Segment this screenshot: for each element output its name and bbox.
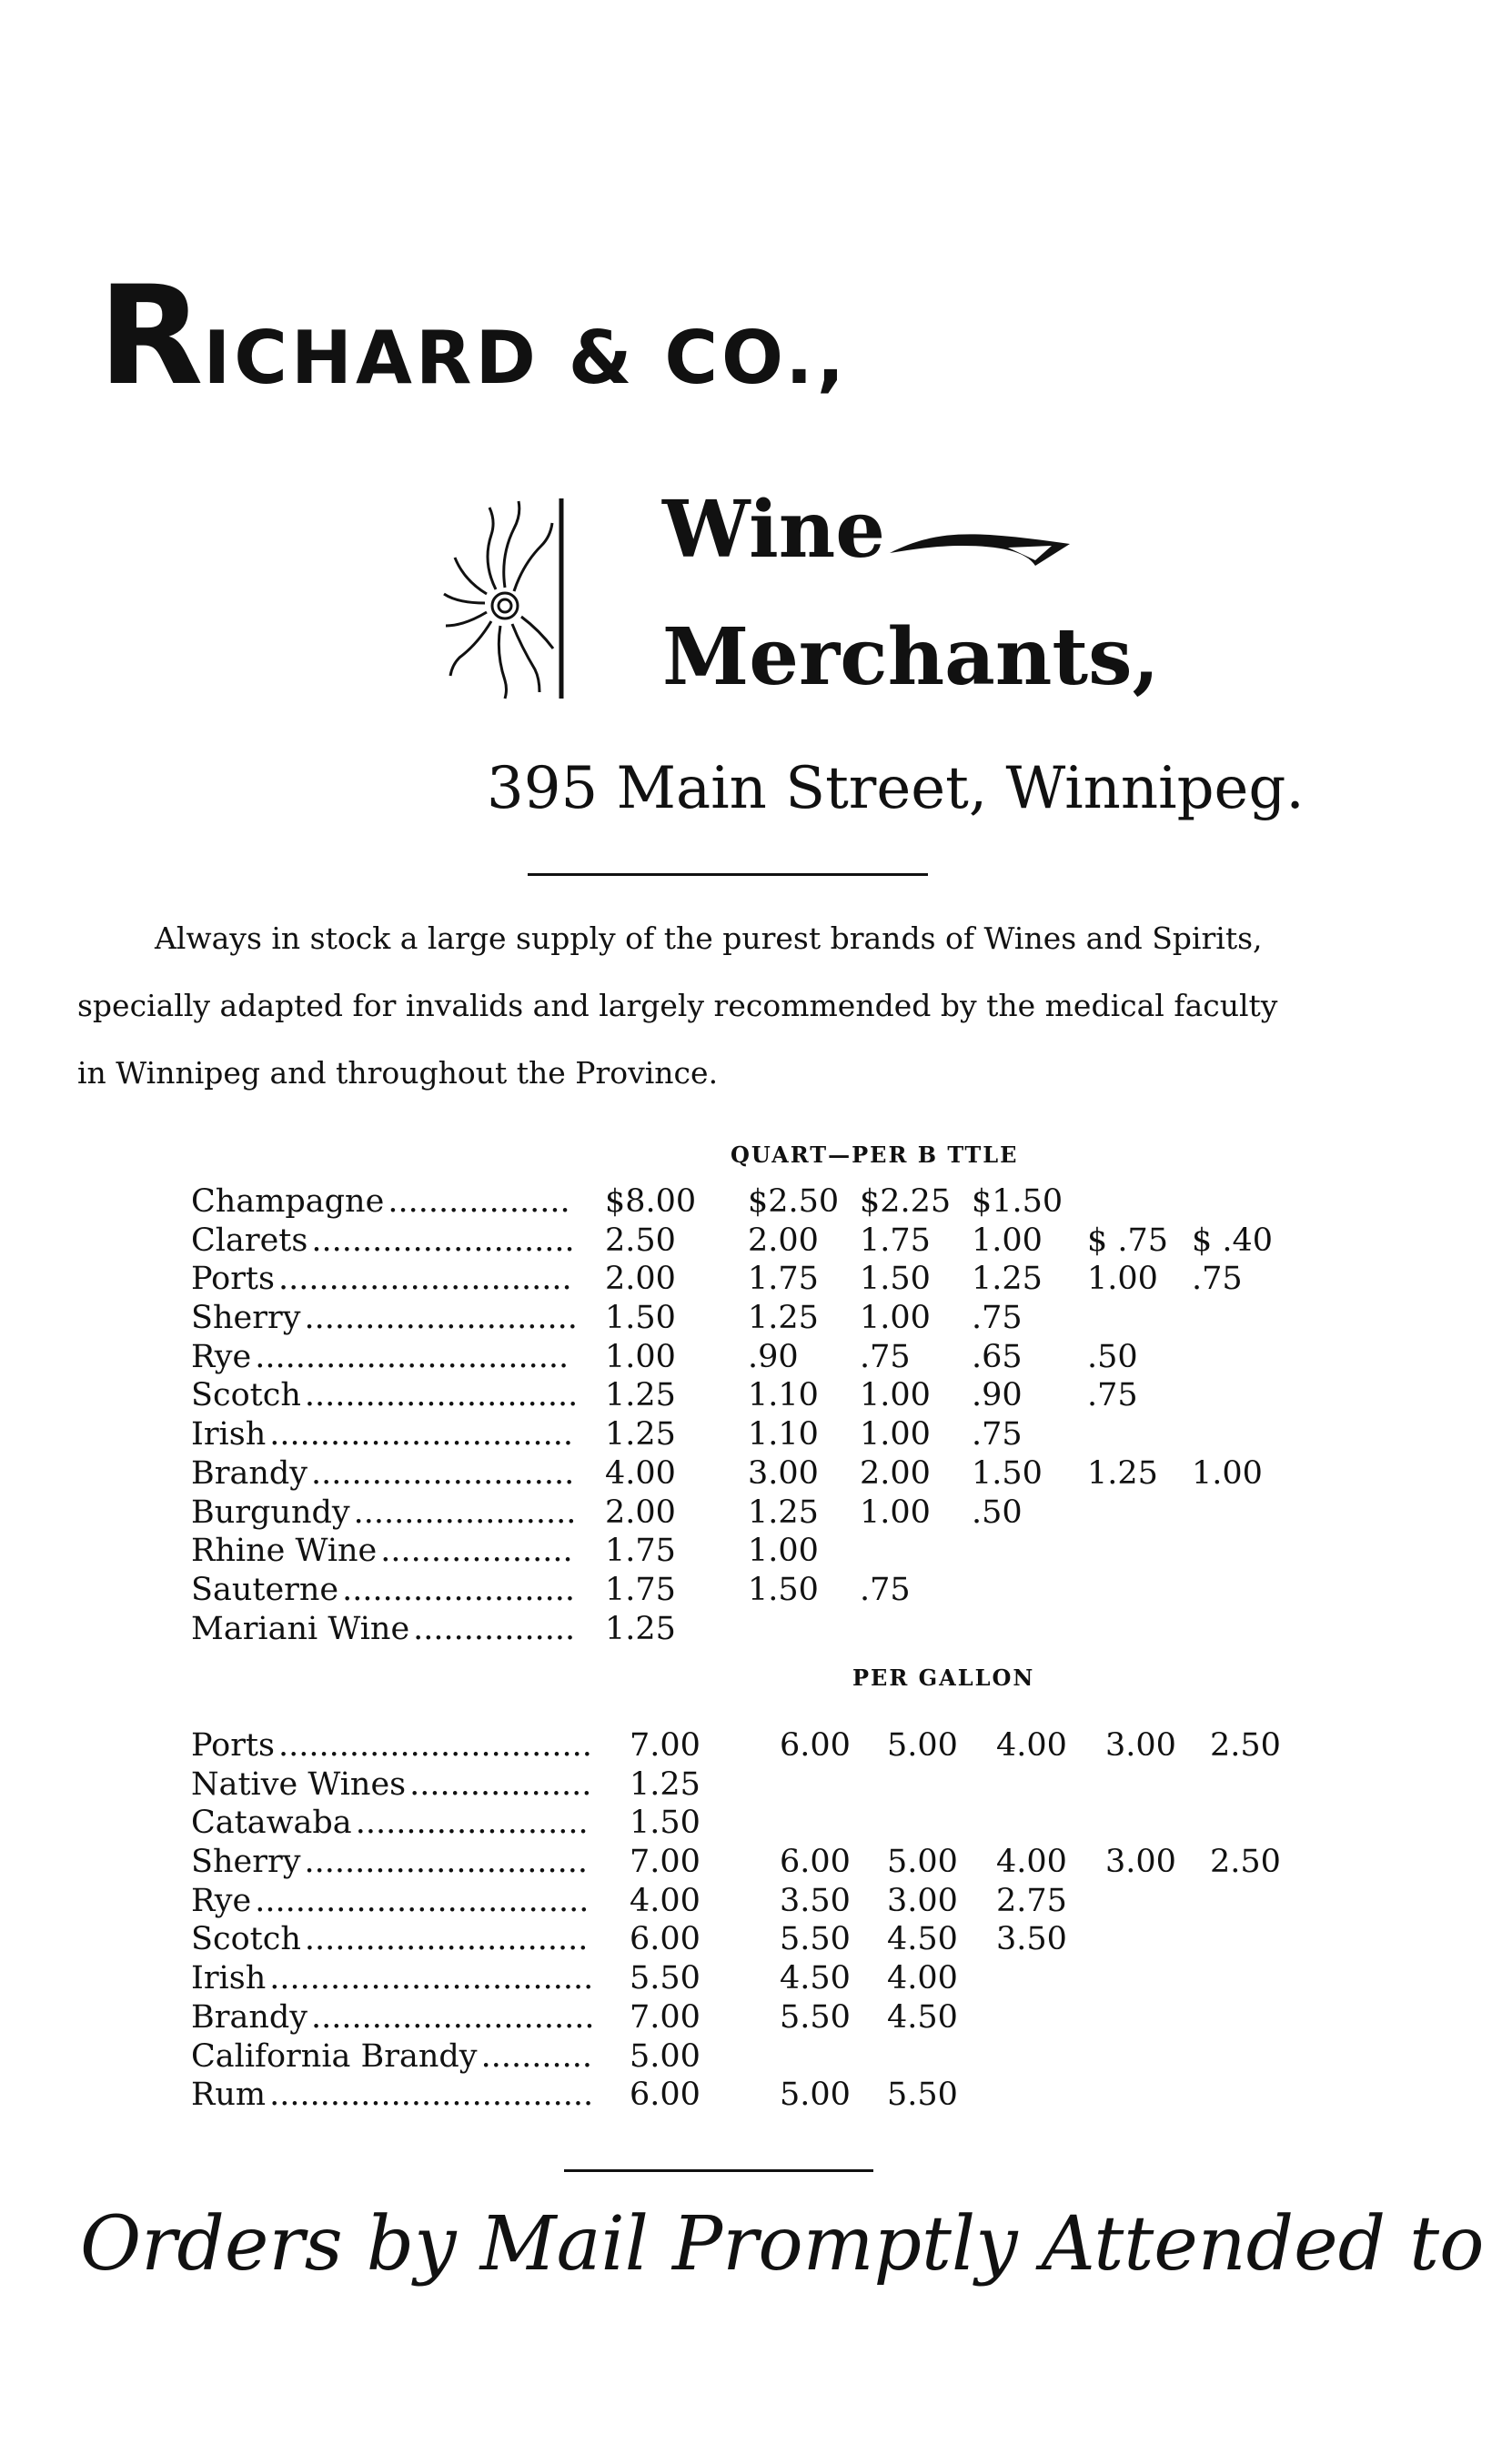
item-name: Mariani Wine [191, 1610, 410, 1647]
price-cell: 1.50 [605, 1300, 676, 1337]
item-name: Sherry [191, 1300, 301, 1337]
item-name: Sherry [191, 1844, 301, 1881]
price-cell: 1.25 [605, 1610, 676, 1647]
price-cell: 1.00 [748, 1533, 819, 1570]
price-cell: 7.00 [630, 1844, 701, 1881]
sunburst-emblem [441, 480, 569, 703]
price-cell: 1.50 [860, 1261, 931, 1298]
price-cell: 1.00 [1192, 1454, 1263, 1492]
price-cell: $ .75 [1087, 1222, 1169, 1259]
price-cell: 7.00 [630, 1998, 701, 2036]
price-cell: 1.00 [860, 1300, 931, 1337]
dot-leader: ........... [480, 2037, 592, 2075]
price-cell: 2.00 [605, 1261, 676, 1298]
dot-leader: ........................... [304, 1300, 578, 1337]
dot-leader: ...................... [353, 1493, 577, 1531]
intro-line: Always in stock a large supply of the purest brands of Wines and Spirits, [155, 920, 1263, 956]
price-cell: 2.00 [748, 1222, 819, 1259]
price-cell: 1.25 [748, 1300, 819, 1337]
price-cell: 4.00 [887, 1960, 958, 1997]
dot-leader: ............................ [311, 1998, 595, 2036]
item-name: Brandy [191, 1998, 308, 2036]
item-name: Irish [191, 1960, 267, 1997]
price-cell: 2.50 [1210, 1727, 1281, 1764]
price-cell: 4.50 [887, 1998, 958, 2036]
item-name: Rum [191, 2077, 267, 2114]
price-cell: 1.00 [860, 1493, 931, 1531]
price-cell: 1.25 [972, 1261, 1043, 1298]
price-cell: 4.00 [630, 1882, 701, 1919]
dot-leader: ....................... [355, 1805, 589, 1842]
price-cell: 3.00 [1105, 1844, 1176, 1881]
price-cell: 6.00 [630, 2077, 701, 2114]
dot-leader: ............................... [277, 1727, 592, 1764]
price-cell: 3.00 [887, 1882, 958, 1919]
dot-leader: ................................ [269, 1960, 594, 1997]
price-cell: 5.50 [780, 1921, 851, 1958]
price-cell: .75 [860, 1338, 911, 1375]
flourish-ornament [890, 526, 1072, 571]
price-cell: 1.50 [972, 1454, 1043, 1492]
price-cell: 2.50 [605, 1222, 676, 1259]
intro-line: in Winnipeg and throughout the Province. [77, 1055, 719, 1091]
intro-line: specially adapted for invalids and largely recommended by the medical faculty [77, 988, 1278, 1023]
dot-leader: ............................ [304, 1844, 588, 1881]
item-name: Champagne [191, 1183, 385, 1220]
price-cell: 2.75 [996, 1882, 1067, 1919]
divider-rule-top [528, 873, 928, 876]
price-cell: 6.00 [780, 1727, 851, 1764]
price-cell: .50 [972, 1493, 1023, 1531]
price-cell: 4.50 [780, 1960, 851, 1997]
dot-leader: ................................. [255, 1882, 590, 1919]
price-cell: 5.00 [630, 2037, 701, 2075]
dot-leader: .................. [388, 1183, 570, 1220]
price-cell: 5.00 [780, 2077, 851, 2114]
dot-leader: ................... [380, 1533, 573, 1570]
price-cell: 1.00 [972, 1222, 1043, 1259]
item-name: Rye [191, 1338, 252, 1375]
price-cell: $1.50 [972, 1183, 1063, 1220]
firm-name-rest: ICHARD & CO., [203, 316, 849, 400]
price-cell: 2.00 [605, 1493, 676, 1531]
item-name: Sauterne [191, 1571, 339, 1608]
price-cell: 1.25 [605, 1416, 676, 1453]
price-cell: .90 [748, 1338, 799, 1375]
price-cell: 6.00 [630, 1921, 701, 1958]
price-cell: 3.00 [1105, 1727, 1176, 1764]
item-name: California Brandy [191, 2037, 478, 2075]
dot-leader: ............................... [255, 1338, 570, 1375]
price-cell: 5.50 [630, 1960, 701, 1997]
item-name: Brandy [191, 1454, 308, 1492]
item-name: Scotch [191, 1921, 301, 1958]
dot-leader: .................. [409, 1765, 592, 1803]
price-cell: 5.50 [887, 2077, 958, 2114]
item-name: Native Wines [191, 1765, 407, 1803]
dot-leader: ............................. [277, 1261, 572, 1298]
dot-leader: ........................... [304, 1377, 579, 1414]
price-cell: 5.00 [887, 1727, 958, 1764]
price-cell: .75 [1087, 1377, 1138, 1414]
price-cell: .75 [860, 1571, 911, 1608]
price-cell: $8.00 [605, 1183, 697, 1220]
dot-leader: .............................. [269, 1416, 574, 1453]
price-cell: 1.00 [605, 1338, 676, 1375]
price-cell: 6.00 [780, 1844, 851, 1881]
price-cell: 1.25 [748, 1493, 819, 1531]
item-name: Catawaba [191, 1805, 352, 1842]
quart-heading: QUART—PER B TTLE [731, 1141, 1019, 1168]
price-cell: 2.50 [1210, 1844, 1281, 1881]
price-cell: 1.75 [605, 1533, 676, 1570]
dot-leader: ................ [413, 1610, 576, 1647]
price-cell: .75 [972, 1300, 1023, 1337]
price-cell: 1.75 [748, 1261, 819, 1298]
item-name: Rye [191, 1882, 252, 1919]
price-cell: 4.00 [605, 1454, 676, 1492]
price-cell: $2.25 [860, 1183, 952, 1220]
price-cell: .90 [972, 1377, 1023, 1414]
item-name: Ports [191, 1261, 275, 1298]
price-cell: 1.00 [860, 1377, 931, 1414]
price-cell: .50 [1087, 1338, 1138, 1375]
gallon-heading: PER GALLON [852, 1664, 1035, 1691]
price-cell: 5.00 [887, 1844, 958, 1881]
divider-rule-bottom [564, 2169, 873, 2172]
price-cell: 1.10 [748, 1377, 819, 1414]
price-cell: 1.25 [1087, 1454, 1158, 1492]
intro-paragraph [77, 905, 1387, 1107]
item-name: Scotch [191, 1377, 301, 1414]
dot-leader: ................................ [269, 2077, 594, 2114]
footer-slogan: Orders by Mail Promptly Attended to [80, 2201, 1485, 2288]
dot-leader: ............................ [304, 1921, 589, 1958]
price-cell: 3.50 [996, 1921, 1067, 1958]
price-cell: 1.75 [860, 1222, 931, 1259]
price-cell: $ .40 [1192, 1222, 1274, 1259]
item-name: Irish [191, 1416, 267, 1453]
price-cell: 1.75 [605, 1571, 676, 1608]
price-cell: 4.50 [887, 1921, 958, 1958]
price-cell: .75 [972, 1416, 1023, 1453]
price-cell: .75 [1192, 1261, 1243, 1298]
trade-line-wine: Wine [662, 484, 885, 576]
price-cell: 1.10 [748, 1416, 819, 1453]
dot-leader: .......................... [311, 1454, 575, 1492]
dot-leader: ....................... [342, 1571, 576, 1608]
item-name: Clarets [191, 1222, 308, 1259]
price-cell: 1.00 [860, 1416, 931, 1453]
price-cell: 2.00 [860, 1454, 931, 1492]
item-name: Burgundy [191, 1493, 350, 1531]
price-cell: 1.50 [630, 1805, 701, 1842]
price-cell: 1.25 [605, 1377, 676, 1414]
price-cell: 1.00 [1087, 1261, 1158, 1298]
item-name: Rhine Wine [191, 1533, 378, 1570]
price-cell: 7.00 [630, 1727, 701, 1764]
price-cell: $2.50 [748, 1183, 840, 1220]
price-cell: 5.50 [780, 1998, 851, 2036]
firm-initial: R [98, 257, 204, 416]
price-cell: 3.00 [748, 1454, 819, 1492]
price-cell: 1.25 [630, 1765, 701, 1803]
price-cell: .65 [972, 1338, 1023, 1375]
trade-line-merchants: Merchants, [662, 611, 1160, 703]
price-cell: 1.50 [748, 1571, 819, 1608]
price-cell: 3.50 [780, 1882, 851, 1919]
address: 395 Main Street, Winnipeg. [487, 755, 1305, 822]
price-cell: 4.00 [996, 1727, 1067, 1764]
firm-name [98, 257, 849, 416]
item-name: Ports [191, 1727, 275, 1764]
price-cell: 4.00 [996, 1844, 1067, 1881]
dot-leader: .......................... [311, 1222, 575, 1259]
